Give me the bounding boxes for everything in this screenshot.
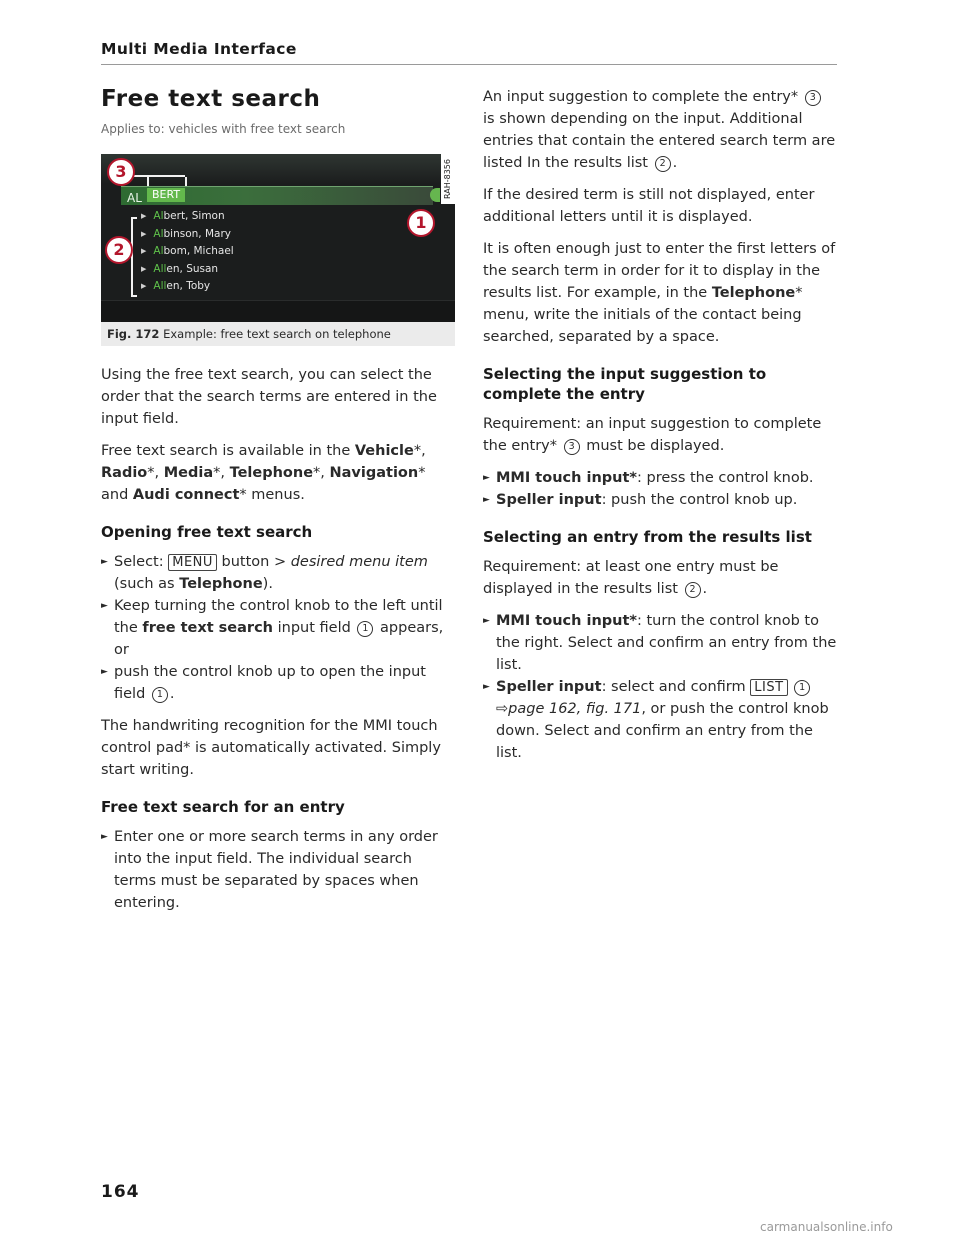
text: . <box>702 581 708 597</box>
text: , or push the control knob down. Select and confirm an entry from the list. <box>496 701 829 761</box>
play-icon: ▶ <box>141 282 147 290</box>
text: must be displayed. <box>581 438 725 454</box>
figure-screen <box>101 154 455 322</box>
circled-1: 1 <box>152 687 168 703</box>
arrow-icon: ⇨ <box>496 701 509 717</box>
list-item <box>141 261 234 279</box>
step-item: ► Enter one or more search terms in any order into the input field. The individual search terms must be separated by spaces when entering. <box>101 826 455 914</box>
text: *, <box>413 443 426 459</box>
text: : press the control knob. <box>637 470 814 486</box>
right-column <box>483 86 837 774</box>
match-text: All <box>153 262 167 275</box>
list-item <box>141 278 234 296</box>
menu-media: Media <box>163 465 214 481</box>
menu-audi-connect: Audi connect <box>132 487 240 503</box>
text: *, <box>147 465 164 481</box>
select-suggestion-steps <box>483 467 837 511</box>
list-item <box>141 208 234 226</box>
step-item <box>483 467 837 489</box>
step-item <box>483 610 837 676</box>
suggestion-paragraph <box>483 86 837 174</box>
text: Requirement: an input suggestion to complete the entry* <box>483 416 822 454</box>
text: * and <box>101 465 426 503</box>
text: Free text search is available in the <box>101 443 355 459</box>
match-text: All <box>153 280 167 292</box>
header-divider <box>101 64 837 65</box>
list-button-label: LIST <box>750 679 787 696</box>
availability-paragraph <box>101 440 455 506</box>
select-suggestion-requirement <box>483 413 837 457</box>
play-icon: ▶ <box>141 229 147 238</box>
text: is shown depending on the input. Additional entries that contain the entered search term are listed In the results list <box>483 111 836 171</box>
rest-text: en, Toby <box>166 280 211 292</box>
text: Select: <box>114 554 169 570</box>
input-prefix: AL <box>127 191 142 205</box>
applies-note: Applies to: vehicles with free text search <box>101 122 346 136</box>
entry-steps <box>101 826 455 914</box>
circled-3: 3 <box>564 439 580 455</box>
text: ). <box>262 576 273 592</box>
match-text: Al <box>153 245 164 257</box>
chapter-title: Multi Media Interface <box>101 40 297 58</box>
results-list-heading: Selecting an entry from the results list <box>483 528 812 546</box>
bold-text: Telephone <box>711 285 796 301</box>
caption-text: Example: free text search on telephone <box>159 327 391 341</box>
italic-text: desired menu item <box>290 554 428 570</box>
left-column <box>101 84 455 924</box>
circled-1: 1 <box>357 621 373 637</box>
step-item <box>101 551 455 595</box>
bold-text: MMI touch input* <box>496 613 637 629</box>
page-header <box>101 40 837 58</box>
text: An input suggestion to complete the entry* <box>483 89 803 105</box>
text: (such as <box>114 576 180 592</box>
text: * menu, write the initials of the contact being searched, separated by a space. <box>483 285 803 345</box>
results-list <box>141 208 234 296</box>
opening-steps <box>101 551 455 705</box>
rest-text: en, Susan <box>166 262 219 275</box>
intro-paragraph: Using the free text search, you can select the order that the search terms are entered in the input field. <box>101 367 437 427</box>
input-end-marker <box>430 188 440 202</box>
text: * menus. <box>239 487 305 503</box>
step-item <box>101 595 455 661</box>
figure-id: RAH-8356 <box>441 154 455 204</box>
bold-text: Telephone <box>179 576 263 592</box>
results-list-steps <box>483 610 837 764</box>
match-text: Al <box>153 210 164 222</box>
rest-text: bert, Simon <box>163 210 225 222</box>
results-list-requirement <box>483 556 837 600</box>
text: *, <box>213 465 230 481</box>
circled-2: 2 <box>655 156 671 172</box>
bold-text: Speller input <box>496 492 602 508</box>
circled-2: 2 <box>685 582 701 598</box>
menu-button-label: MENU <box>168 554 217 571</box>
text: push the control knob up to open the input field <box>114 664 426 702</box>
text: : turn the control knob to the right. Select and confirm an entry from the list. <box>496 613 837 673</box>
menu-vehicle: Vehicle <box>354 443 414 459</box>
input-suggestion: BERT <box>147 188 185 202</box>
text: : push the control knob up. <box>601 492 798 508</box>
screen-bottom-bar <box>101 300 455 322</box>
text: It is often enough just to enter the first letters of the search term in order for it to display in the results list. For example, in the <box>483 241 836 301</box>
figure-caption <box>101 322 455 346</box>
callout-2-bracket <box>131 217 137 297</box>
menu-navigation: Navigation <box>329 465 419 481</box>
text: . <box>672 155 678 171</box>
play-icon: ▶ <box>141 212 147 220</box>
menu-telephone: Telephone <box>229 465 314 481</box>
text: appears, or <box>114 620 444 658</box>
watermark: carmanualsonline.info <box>760 1220 893 1234</box>
step-item <box>101 661 455 705</box>
step-item <box>483 489 837 511</box>
list-item <box>141 226 234 244</box>
callout-3-tick-right <box>185 177 187 186</box>
bold-text: Speller input <box>496 679 602 695</box>
play-icon: ▶ <box>141 264 147 273</box>
menu-radio: Radio <box>101 465 148 481</box>
callout-3-leader <box>131 175 185 186</box>
callout-2: 2 <box>105 236 133 264</box>
text: button > <box>216 554 291 570</box>
step-item <box>483 676 837 764</box>
initials-paragraph <box>483 238 837 348</box>
bold-text: free text search <box>142 620 273 636</box>
play-icon: ▶ <box>141 247 147 255</box>
text: Requirement: at least one entry must be displayed in the results list <box>483 559 779 597</box>
caption-number: Fig. 172 <box>107 327 160 341</box>
text: *, <box>313 465 330 481</box>
rest-text: binson, Mary <box>163 227 231 240</box>
text: input field <box>273 620 356 636</box>
text: Keep turning the control knob to the left until the <box>114 598 443 636</box>
list-item <box>141 243 234 261</box>
text: : select and confirm <box>601 679 751 695</box>
section-title: Free text search <box>101 86 321 112</box>
bold-text: MMI touch input* <box>496 470 637 486</box>
match-text: Al <box>153 227 164 240</box>
handwriting-paragraph: The handwriting recognition for the MMI touch control pad* is automatically activated. Simply start writing. <box>101 718 441 778</box>
callout-1: 1 <box>407 209 435 237</box>
rest-text: bom, Michael <box>163 245 234 257</box>
text: . <box>169 686 175 702</box>
page-number: 164 <box>101 1182 140 1202</box>
select-suggestion-heading: Selecting the input suggestion to complete the entry <box>483 365 767 403</box>
entry-heading: Free text search for an entry <box>101 798 345 816</box>
circled-3: 3 <box>805 90 821 106</box>
callout-3-tick-left <box>147 177 149 186</box>
circled-1: 1 <box>794 680 810 696</box>
opening-heading: Opening free text search <box>101 523 313 541</box>
page-reference-link[interactable]: page 162, fig. 171 <box>508 701 642 717</box>
callout-3: 3 <box>107 158 135 186</box>
additional-letters-paragraph: If the desired term is still not displayed, enter additional letters until it is displayed. <box>483 187 815 225</box>
